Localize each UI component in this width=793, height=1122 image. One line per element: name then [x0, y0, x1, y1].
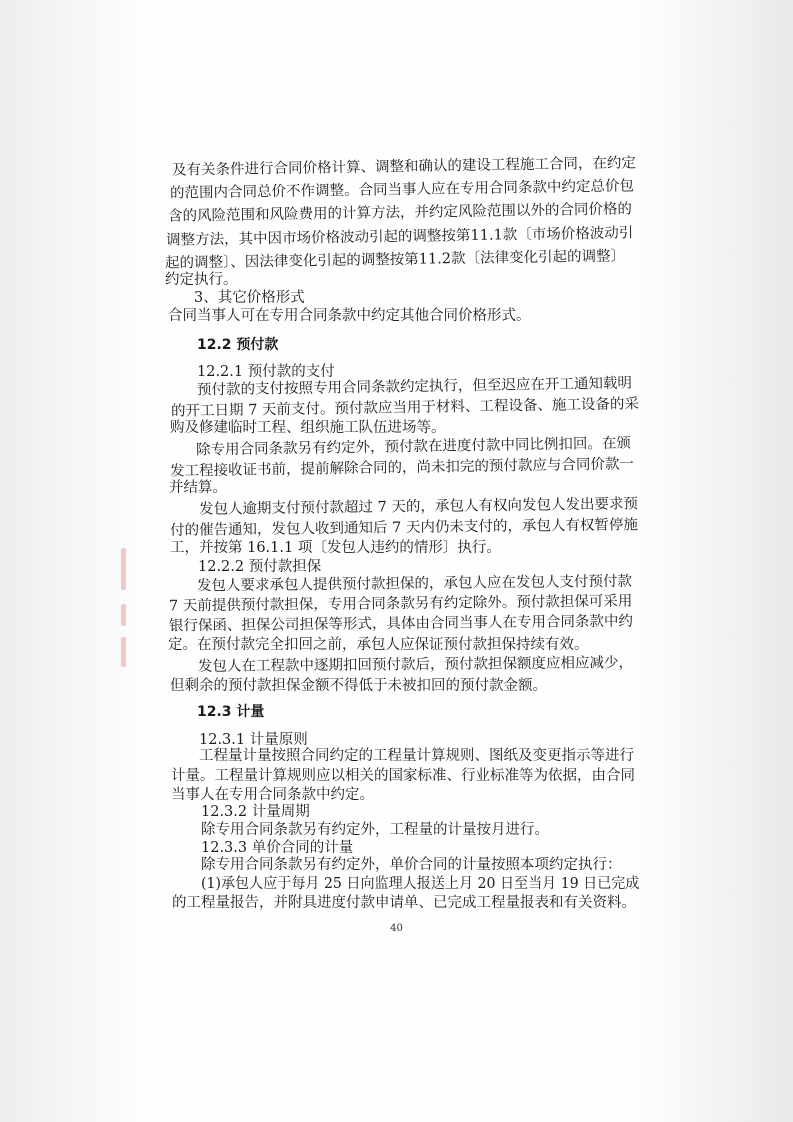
- body-text-line: 发工程接收证书前，提前解除合同的，尚未扣完的预付款应与合同价款一: [169, 456, 635, 480]
- binding-stamp-mark: [121, 548, 126, 590]
- body-text-line: 预付款的支付按照专用合同条款约定执行，但至迟应在开工通知载明: [196, 375, 633, 399]
- binding-stamp-mark: [121, 604, 126, 626]
- body-text-line: 除专用合同条款另有约定外，工程量的计量按月进行。: [201, 822, 549, 838]
- body-text-line: 及有关条件进行合同价格计算、调整和确认的建设工程施工合同，在约定: [171, 155, 637, 179]
- body-text-line: (1)承包人应于每月 25 日向监理人报送上月 20 日至当月 19 日已完成: [201, 876, 640, 892]
- body-text-line: 当事人在专用合同条款中约定。: [171, 787, 374, 803]
- section-item-label: 3、其它价格形式: [194, 290, 305, 306]
- body-text-line: 银行保函、担保公司担保等形式，具体由合同当事人在专用合同条款中约: [168, 613, 634, 635]
- subsection-heading: 12.2.2 预付款担保: [198, 559, 322, 575]
- body-text-line: 但剩余的预付款担保金额不得低于未被扣回的预付款金额。: [170, 678, 547, 694]
- page-edge-shadow-right: [633, 0, 793, 1122]
- subsection-heading: 12.2.1 预付款的支付: [197, 364, 335, 380]
- body-text-line: 付的催告通知，发包人收到通知后 7 天内仍未支付的，承包人有权暂停施: [169, 517, 639, 539]
- body-text-line: 定。在预付款完全扣回之前，承包人应保证预付款担保持续有效。: [168, 637, 589, 653]
- body-text-line: 工，并按第 16.1.1 项〔发包人违约的情形〕执行。: [170, 540, 501, 556]
- body-text-line: 的范围内合同总价不作调整。合同当事人应在专用合同条款中约定总价包: [169, 178, 635, 202]
- body-text-line: 发包人要求承包人提供预付款担保的，承包人应在发包人支付预付款: [196, 573, 633, 595]
- body-text-line: 购及修建临时工程、组织施工队伍进场等。: [170, 420, 446, 436]
- body-text-line: 的开工日期 7 天前支付。预付款应当用于材料、工程设备、施工设备的采: [170, 396, 640, 420]
- section-heading-measurement: 12.3 计量: [197, 704, 265, 720]
- body-text-line: 除专用合同条款另有约定外，预付款在进度付款中同比例扣回。在颁: [195, 435, 632, 459]
- body-text-line: 工程量计量按照合同约定的工程量计算规则、图纸及变更指示等进行: [199, 748, 634, 764]
- body-text-line: 除专用合同条款另有约定外，单价合同的计量按照本项约定执行：: [201, 857, 622, 873]
- body-text-line: 起的调整〕、因法律变化引起的调整按第11.2款〔法律变化引起的调整〕: [164, 248, 626, 272]
- subsection-heading: 12.3.2 计量周期: [201, 804, 310, 820]
- subsection-heading: 12.3.1 计量原则: [199, 732, 308, 748]
- body-text-line: 调整方法，其中因市场价格波动引起的调整按第11.1款〔市场价格波动引: [165, 225, 634, 249]
- body-text-line: 合同当事人可在专用合同条款中约定其他合同价格形式。: [168, 308, 531, 324]
- body-text-line: 发包人在工程款中逐期扣回预付款后，预付款担保额度应相应减少，: [197, 655, 634, 675]
- section-heading-prepayment: 12.2 预付款: [197, 337, 279, 353]
- body-text-line: 并结算。: [169, 480, 227, 496]
- body-text-line: 计量。工程量计算规则应以相关的国家标准、行业标准等为依据，由合同: [171, 768, 635, 784]
- body-text-line: 发包人逾期支付预付款超过 7 天的，承包人有权向发包人发出要求预: [198, 496, 639, 518]
- body-text-line: 约定执行。: [165, 272, 238, 288]
- body-text-line: 7 天前提供预付款担保，专用合同条款另有约定除外。预付款担保可采用: [168, 593, 633, 615]
- binding-stamp-mark: [121, 637, 126, 667]
- subsection-heading: 12.3.3 单价合同的计量: [201, 840, 354, 856]
- body-text-line: 的工程量报告，并附具进度付款申请单、已完成工程量报表和有关资料。: [172, 895, 636, 911]
- page-number: 40: [390, 923, 403, 934]
- body-text-line: 含的风险范围和风险费用的计算方法，并约定风险范围以外的合同价格的: [167, 201, 633, 225]
- page-edge-shadow-left: [0, 0, 150, 1122]
